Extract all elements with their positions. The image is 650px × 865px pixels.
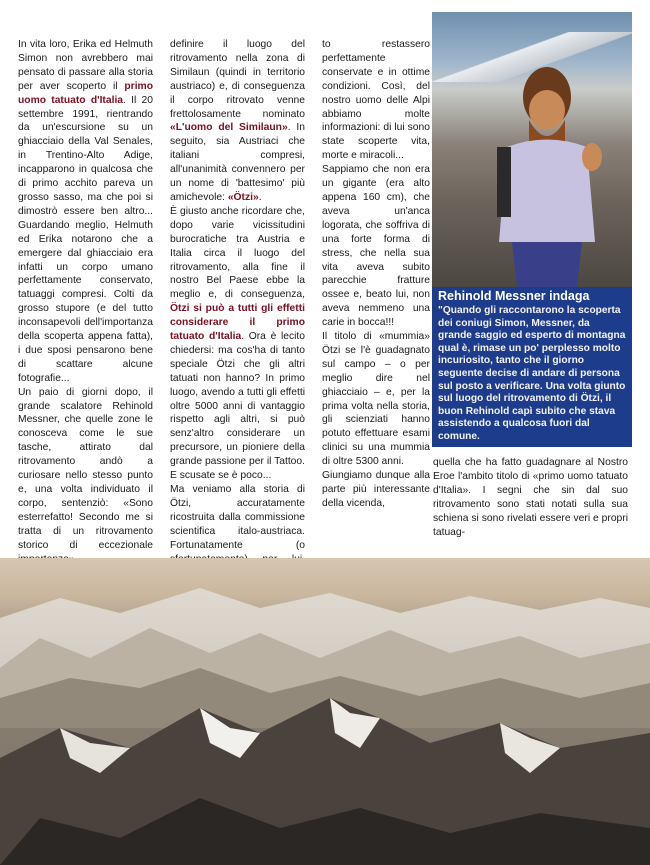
- climber-figure: [477, 52, 607, 287]
- paragraph: Il titolo di «mummia» Ötzi se l'è guadagnato sul campo – o per meglio dire nel ghiacciaio – e, per la prima volta nella storia, gli scienziati hanno potuto effettuare esami clinici su una mummia di oltre 5300 anni.: [322, 331, 430, 468]
- paragraph: [170, 205, 305, 483]
- text: . Il 20 settembre 1991, rientrando da un'escursione su un ghiacciaio della Val Senales, in Trentino-Alto Adige, incapparono in qualcosa che di primo acchito pareva un grosso sasso, ma che poi si dimostrò essere ben altro... Guardando meglio, Helmuth ed Erika notarono che a emergere dal ghiacciaio era infatti un corpo umano perfettamente conservato, tatuaggi compresi. Colti da grosso stupore (e del tutto inconsapevoli dell'importanza della scoperta appena fatta), i due sposi pensarono bene di scattare alcune fotografie...: [18, 94, 153, 384]
- paragraph: [18, 38, 153, 386]
- mountain-range-photo: [0, 558, 650, 865]
- paragraph: [170, 38, 305, 205]
- text: .: [258, 191, 262, 203]
- highlight-text: «L'uomo del Similaun»: [170, 122, 288, 134]
- highlight-text: «Ötzi»: [227, 191, 259, 203]
- paragraph: to restassero perfettamente conservate e in ottime condizioni. Così, del nostro uomo delle Alpi abbiamo molte informazioni: di lui sono state scoperte vita, morte e miracoli...: [322, 39, 430, 162]
- paragraph: Ma veniamo alla storia di Ötzi, accuratamente ricostruita dalla commissione scientifica italo-austriaca. Fortunatamente (o: [170, 484, 305, 551]
- text: definire il luogo del ritrovamento nella zona di Similaun (quindi in territorio austriaco) e, di conseguenza il corpo ritrovato venne frettolosamente nominato: [170, 39, 305, 120]
- paragraph: Giungiamo dunque alla parte più interessante della vicenda,: [322, 470, 430, 509]
- caption-text: "Quando gli raccontarono la scoperta dei coniugi Simon, Messner, da grande saggio ed esperto di montagna qual è, rimase un po' perplesso molto incuriosito, tanto che il giorno seguente decise di andare di persona sul posto a verificare. Una volta giunto sul luogo del ritrovamento di Ötzi, il buon Rehinold capì subito che stava assistendo a qualcosa fuori dal comune.: [438, 305, 626, 442]
- text: È giusto anche ricordare che, dopo varie vicissitudini burocratiche tra Austria e Italia circa il luogo del ritrovamento, alla fine il nostro Bel Paese ebbe la meglio e, di conseguenza,: [170, 205, 305, 301]
- highlight-text: primo uomo tatuato d'Italia: [18, 80, 153, 106]
- mountain-illustration: [0, 558, 650, 865]
- article-column-3: [322, 38, 430, 511]
- caption-box: [432, 287, 632, 447]
- text: In vita loro, Erika ed Helmuth Simon non avrebbero mai pensato di passare alla storia per aver scoperto il: [18, 39, 153, 92]
- paragraph: Sappiamo che non era un gigante (era alto appena 160 cm), che aveva un'anca logorata, che soffriva di una forte forma di stress, che nella sua vita aveva subito parecchie fratture ossee e, beato lui, non aveva nemmeno una carie in bocca!!!: [322, 164, 430, 329]
- paragraph: Un paio di giorni dopo, il grande scalatore Rehinold Messner, che quelle zone le conosceva come le sue tasche, attirato dal ritrovamento andò a curiosare nello stesso punto e, una volta individuato il corpo, sentenziò: «Sono esterrefatto! Secondo me si tratta di un ritrovamento storico di eccezionale: [18, 386, 153, 551]
- paragraph: quella che ha fatto guadagnare al Nostro Eroe l'ambito titolo di «primo uomo tatuato d'Italia». I segni che sin dal suo ritrovamento sono stati notati sulla sua schiena si sono rivelati essere veri e propri tatuag-: [433, 457, 628, 538]
- highlight-text: Ötzi si può a tutti gli effetti considerare il primo tatuato d'Italia: [170, 303, 305, 343]
- messner-photo: [432, 12, 632, 287]
- article-column-4: [433, 456, 628, 539]
- text: . In seguito, sia Austriaci che italiani compresi, all'unanimità convennero per un nome di 'battesimo' più amichevole:: [170, 122, 305, 203]
- article-column-2: [170, 38, 305, 636]
- text: . Ora è lecito chiedersi: ma cos'ha di tanto speciale Ötzi che gli altri tatuati non hanno? In primo luogo, avendo a tutti gli effetti oltre 5000 anni di vantaggio rispetto agli altri, si può senz'altro considerare un precursore, un pioniere della grande passione per il Tattoo. E scusate se è poco...: [170, 331, 306, 482]
- caption-title: Rehinold Messner indaga: [438, 289, 590, 303]
